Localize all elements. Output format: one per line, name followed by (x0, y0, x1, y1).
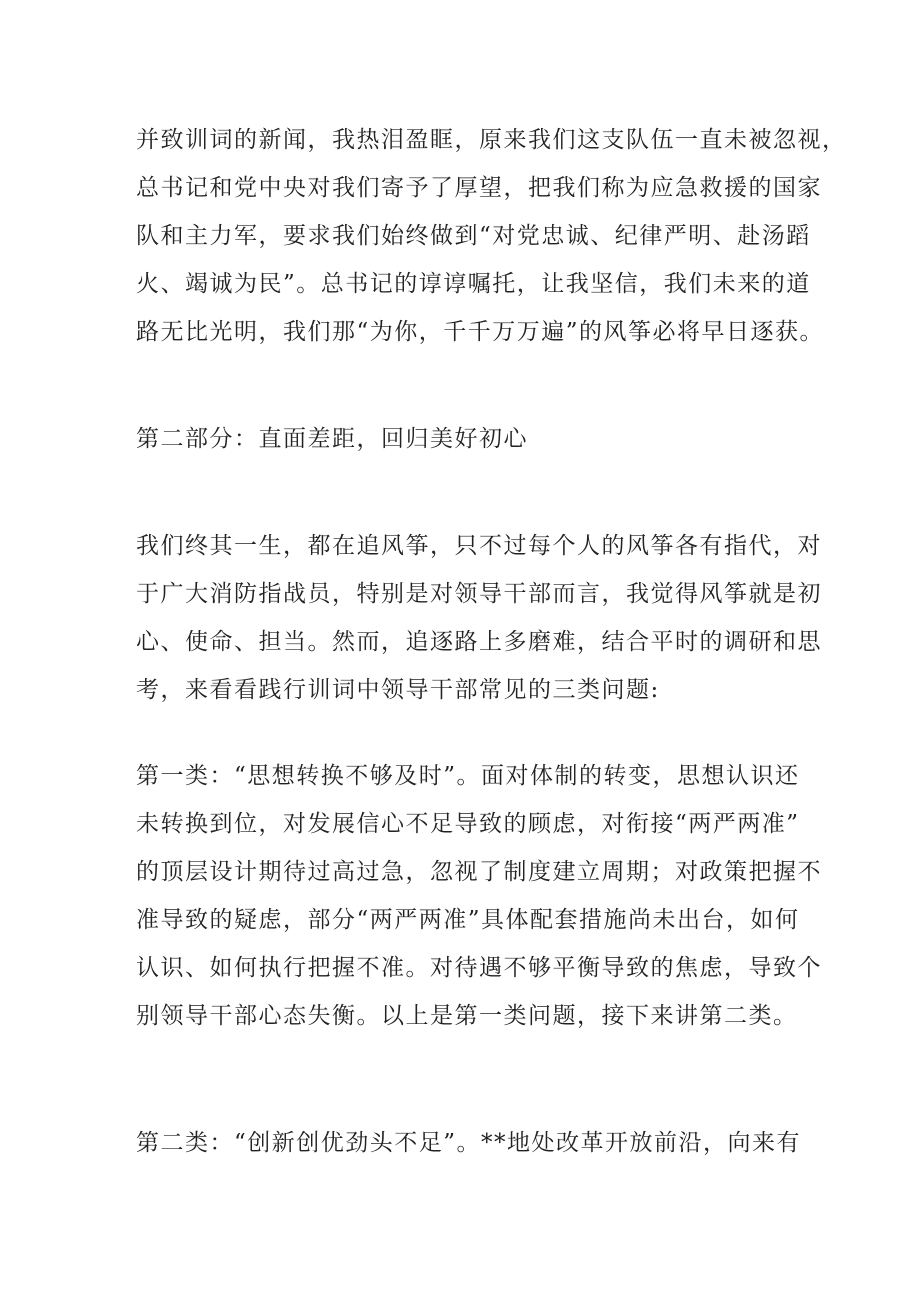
paragraph-line: 的顶层设计期待过高过急，忽视了制度建立周期；对政策把握不 (136, 859, 822, 885)
paragraph-line: 第一类：“思想转换不够及时”。面对体制的转变，思想认识还 (136, 763, 800, 789)
paragraph-line: 火、竭诚为民”。总书记的谆谆嘱托，让我坚信，我们未来的道 (136, 271, 811, 297)
paragraph-line: 我们终其一生，都在追风筝，只不过每个人的风筝各有指代，对 (136, 533, 822, 559)
paragraph-line: 第二类：“创新创优劲头不足”。**地处改革开放前沿，向来有 (136, 1130, 802, 1156)
paragraph-line: 考，来看看践行训词中领导干部常见的三类问题: (136, 677, 660, 703)
paragraph-line: 并致训词的新闻，我热泪盈眶，原来我们这支队伍一直未被忽视， (136, 127, 847, 153)
paragraph-line: 心、使命、担当。然而，追逐路上多磨难，结合平时的调研和思 (136, 629, 822, 655)
paragraph-line: 别领导干部心态失衡。以上是第一类问题，接下来讲第二类。 (136, 1003, 798, 1029)
paragraph-line: 认识、如何执行把握不准。对待遇不够平衡导致的焦虑，导致个 (136, 955, 822, 981)
paragraph-line: 于广大消防指战员，特别是对领导干部而言，我觉得风筝就是初 (136, 581, 822, 607)
paragraph-line: 准导致的疑虑，部分“两严两准”具体配套措施尚未出台，如何 (136, 907, 800, 933)
paragraph-line: 总书记和党中央对我们寄予了厚望，把我们称为应急救援的国家 (136, 175, 822, 201)
paragraph-line: 队和主力军，要求我们始终做到“对党忠诚、纪律严明、赴汤蹈 (136, 223, 811, 249)
paragraph-line: 路无比光明，我们那“为你，千千万万遍”的风筝必将早日逐获。 (136, 319, 825, 345)
section-heading: 第二部分：直面差距，回归美好初心 (136, 426, 528, 452)
paragraph-line: 未转换到位，对发展信心不足导致的顾虑，对衔接“两严两准” (136, 811, 800, 837)
